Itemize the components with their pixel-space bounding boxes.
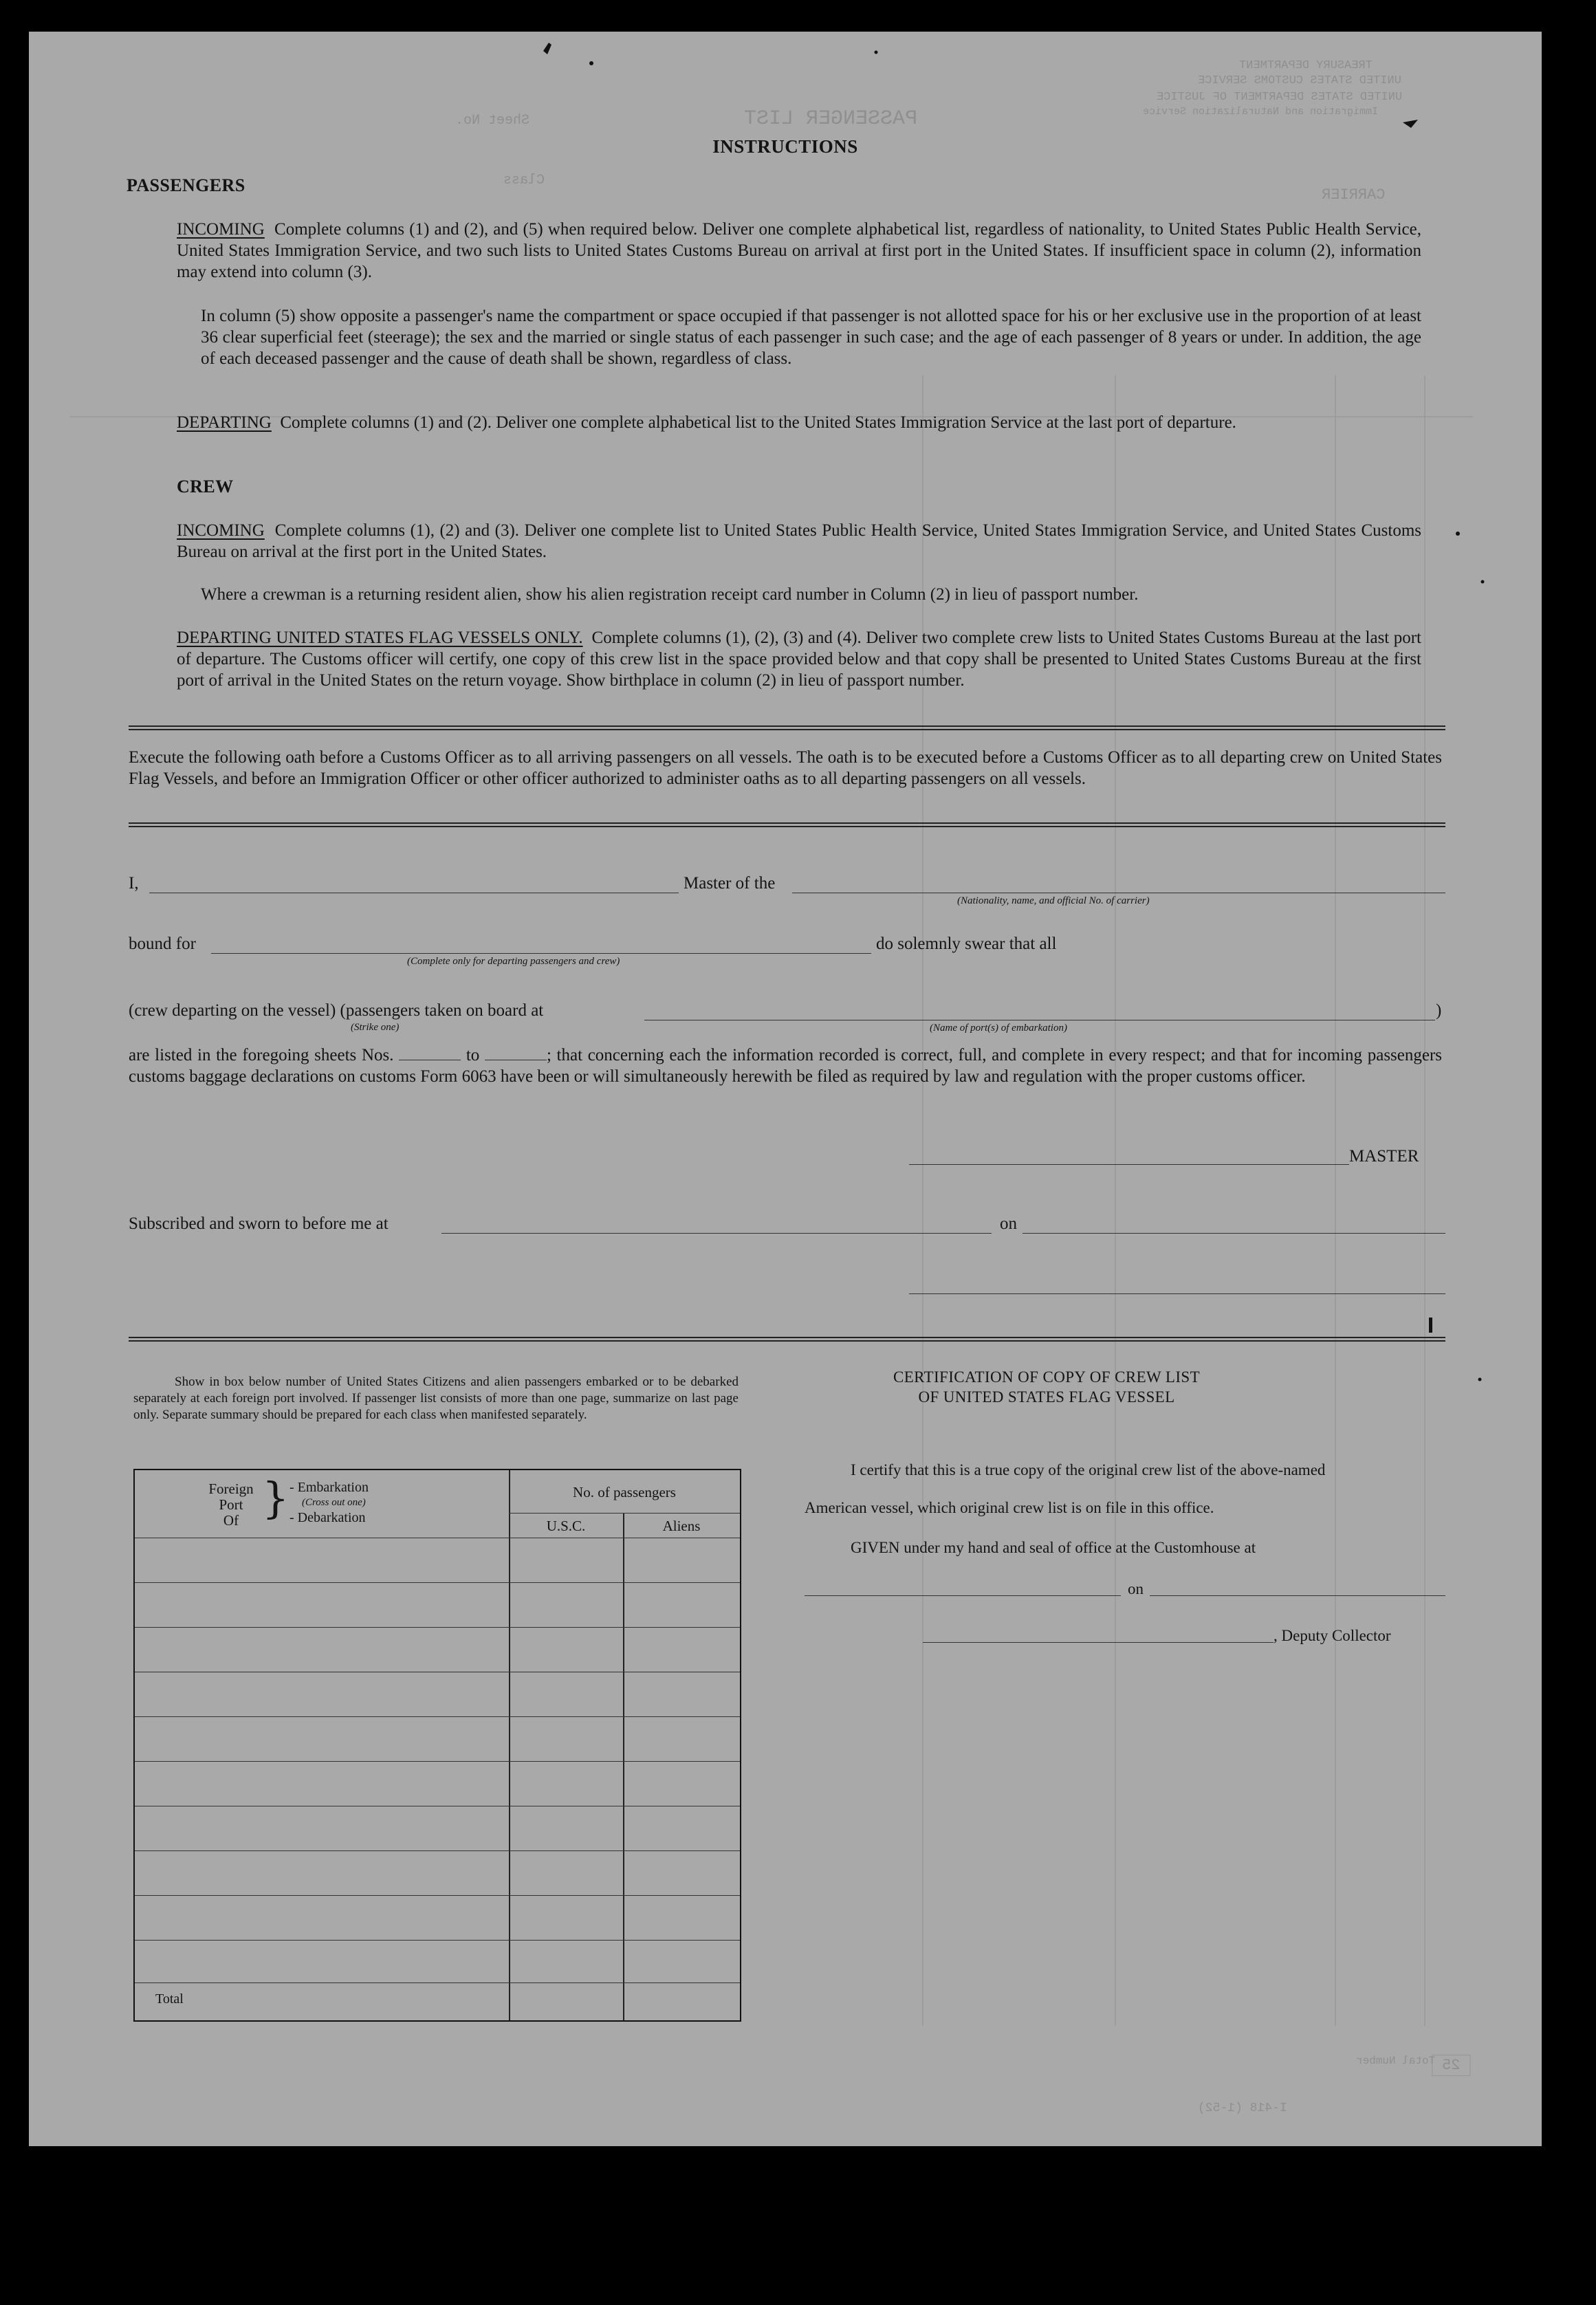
strike-one-caption: (Strike one) (351, 1022, 400, 1033)
bleed-dept-4: Immigration and Naturalization Service (1143, 106, 1379, 118)
usc-header: U.S.C. (546, 1518, 586, 1534)
bleed-passenger-list: PASSENGER LIST (744, 107, 918, 131)
subscribed-on-label: on (1000, 1214, 1017, 1233)
foreign-port-of-label: Foreign Port Of (208, 1481, 254, 1529)
crew-resident-paragraph: Where a crewman is a returning resident alien, show his alien registration receipt card number in Column (2) in lieu of passport number. (201, 585, 1139, 604)
bleed-carrier: CARRIER (1322, 186, 1386, 204)
oath-instructions: Execute the following oath before a Customs Officer as to all arriving passengers on all vessels. The oath is to be executed before a Customs Officer as to all departing crew on United States Flag Vessels, and before an Immigration Officer or other officer authorized to administer oaths as to all departing passengers on all vessels. (129, 748, 1442, 788)
bleed-sheet-no: Sheet No. (455, 113, 530, 129)
passengers-departing-text: Complete columns (1) and (2). Deliver one complete alphabetical list to the United States Immigration Service at the last port of departure. (280, 413, 1236, 432)
summary-instructions: Show in box below number of United States Citizens and alien passengers embarked or to be debarked separately at each foreign port involved. If passenger list consists of more than one page, summarize on last page only. Separate summary should be prepared for each class when manifested separately. (133, 1375, 739, 1422)
oath-i-label: I, (129, 874, 139, 893)
certification-title-line1: CERTIFICATION OF COPY OF CREW LIST (893, 1368, 1201, 1386)
listed-text-1: are listed in the foregoing sheets Nos. (129, 1046, 394, 1064)
passengers-incoming-text: Complete columns (1) and (2), and (5) when required below. Deliver one complete alphabetical list, regardless of nationality, to United States Public Health Service, United States Immigration Service, and two such lists to United States Customs Bureau on arrival at first port in the United States. If insufficient space in column (2), information may extend into column (3). (177, 220, 1422, 281)
cross-out-caption: (Cross out one) (302, 1497, 366, 1508)
deputy-collector-label: , Deputy Collector (1273, 1627, 1391, 1644)
given-text: GIVEN under my hand and seal of office at the Customhouse at (851, 1539, 1256, 1556)
certification-on-label: on (1128, 1580, 1144, 1597)
to-label: to (466, 1046, 480, 1064)
master-of-label: Master of the (684, 874, 776, 893)
embarkation-label: - Embarkation (289, 1480, 369, 1495)
bound-for-label: bound for (129, 935, 196, 953)
bound-for-caption: (Complete only for departing passengers and crew) (407, 956, 620, 967)
close-paren: ) (1436, 1001, 1442, 1020)
bleed-form-no: I-418 (1-52) (1198, 2101, 1287, 2115)
crew-departing-label: (crew departing on the vessel) (passengers taken on board at (129, 1001, 544, 1020)
bleed-page-no: 25 (1432, 2055, 1470, 2076)
crew-departing-text: Complete columns (1), (2), (3) and (4). Deliver two complete crew lists to United States Customs Bureau at the last port of departure. The Customs officer will certify, one copy of this crew list in the space provided below and that copy shall be presented to United States Customs Bureau at the first port of arrival in the United States on the return voyage. Show birthplace in column (2) in lieu of passport number. (177, 629, 1421, 690)
ports-caption: (Name of port(s) of embarkation) (930, 1023, 1067, 1034)
aliens-header: Aliens (662, 1518, 701, 1534)
bleed-dept-2: UNITED STATES CUSTOMS SERVICE (1198, 74, 1401, 87)
bleed-dept-1: TREASURY DEPARTMENT (1239, 59, 1373, 72)
bleed-class: Class (503, 173, 545, 188)
debarkation-label: - Debarkation (289, 1510, 366, 1525)
bleed-total-number: Total Number (1356, 2055, 1436, 2067)
certification-title-line2: OF UNITED STATES FLAG VESSEL (918, 1388, 1175, 1406)
certify-text-2: American vessel, which original crew list is on file in this office. (805, 1499, 1214, 1516)
crew-incoming-label: INCOMING (177, 521, 265, 540)
crew-departing-label: DEPARTING UNITED STATES FLAG VESSELS ONLY. (177, 629, 583, 647)
subscribed-label: Subscribed and sworn to before me at (129, 1214, 389, 1233)
instructions-title: INSTRUCTIONS (712, 136, 858, 157)
passengers-incoming-label: INCOMING (177, 220, 265, 239)
swear-label: do solemnly swear that all (876, 935, 1057, 953)
master-label: MASTER (1349, 1147, 1419, 1166)
page-marks (29, 32, 1542, 2146)
listed-text-2: ; that concerning each the information recorded is correct, full, and complete in every respect; and that for incoming passengers customs baggage declarations on customs Form 6063 have been or will simultaneously herewith be filed as required by law and regulation with the proper customs officer. (129, 1046, 1443, 1086)
passengers-column5-paragraph: In column (5) show opposite a passenger's name the compartment or space occupied if that passenger is not allotted space for his or her exclusive use in the proportion of at least 36 clear superficial feet (steerage); the sex and the married or single status of each passenger in such case; and the age of each passenger of 8 years or under. In addition, the age of each deceased passenger and the cause of death shall be shown, regardless of class. (201, 307, 1421, 368)
certify-text-1: I certify that this is a true copy of the original crew list of the above-named (851, 1461, 1326, 1478)
document-page (29, 32, 1542, 2146)
crew-heading: CREW (177, 477, 234, 496)
bleed-dept-3: UNITED STATES DEPARTMENT OF JUSTICE (1157, 91, 1403, 104)
crew-incoming-text: Complete columns (1), (2) and (3). Deliver one complete list to United States Public Health Service, United States Immigration Service, and United States Customs Bureau on arrival at the first port in the United States. (177, 521, 1421, 561)
passengers-departing-label: DEPARTING (177, 413, 272, 432)
carrier-caption: (Nationality, name, and official No. of carrier) (957, 895, 1150, 906)
no-of-passengers-header: No. of passengers (573, 1484, 676, 1500)
passengers-heading: PASSENGERS (127, 175, 245, 195)
brace: } (262, 1473, 289, 1523)
total-label: Total (155, 1991, 184, 2007)
